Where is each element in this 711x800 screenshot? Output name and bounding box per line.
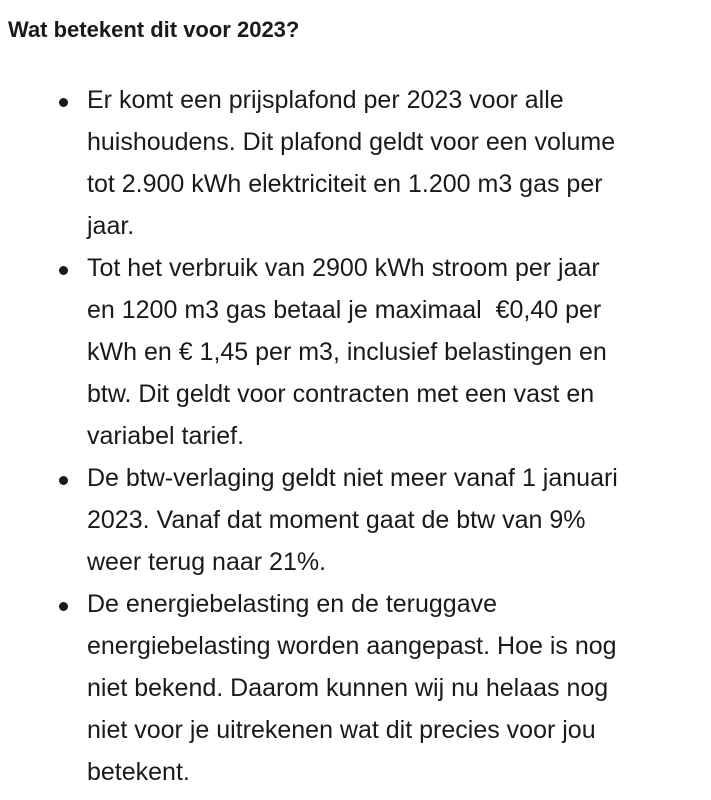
text-line: tot 2.900 kWh elektriciteit en 1.200 m3 gas per: [87, 170, 603, 198]
list-item: [0, 457, 687, 583]
bullet-text: [87, 247, 687, 457]
bullet-icon: [59, 602, 68, 611]
text-line: variabel tarief.: [87, 422, 245, 450]
list-item: [0, 247, 687, 457]
text-line: weer terug naar 21%.: [87, 548, 327, 576]
text-line: huishoudens. Dit plafond geldt voor een volume: [87, 128, 616, 156]
bullet-icon: [59, 266, 68, 275]
text-line: Er komt een prijsplafond per 2023 voor alle: [87, 86, 564, 114]
text-line: niet voor je uitrekenen wat dit precies voor jou: [87, 716, 596, 744]
text-line: De energiebelasting en de teruggave: [87, 590, 498, 618]
text-line: energiebelasting worden aangepast. Hoe is nog: [87, 632, 617, 660]
section-heading: Wat betekent dit voor 2023?: [8, 17, 300, 42]
text-line: jaar.: [87, 212, 135, 240]
text-line: kWh en € 1,45 per m3, inclusief belastingen en: [87, 338, 607, 366]
text-line: betekent.: [87, 758, 190, 786]
text-line: De btw-verlaging geldt niet meer vanaf 1 januari: [87, 464, 618, 492]
text-line: 2023. Vanaf dat moment gaat de btw van 9%: [87, 506, 586, 534]
list-item: [0, 79, 687, 247]
text-line: btw. Dit geldt voor contracten met een vast en: [87, 380, 595, 408]
bullet-text: [87, 457, 687, 583]
text-line: en 1200 m3 gas betaal je maximaal €0,40 per: [87, 296, 602, 324]
bullet-text: [87, 79, 687, 247]
text-line: niet bekend. Daarom kunnen wij nu helaas nog: [87, 674, 609, 702]
bullet-icon: [59, 476, 68, 485]
text-line: Tot het verbruik van 2900 kWh stroom per jaar: [87, 254, 600, 282]
bullet-icon: [59, 98, 68, 107]
bullet-text: [87, 583, 687, 793]
list-item: [0, 583, 687, 793]
bullet-list: [0, 79, 687, 793]
